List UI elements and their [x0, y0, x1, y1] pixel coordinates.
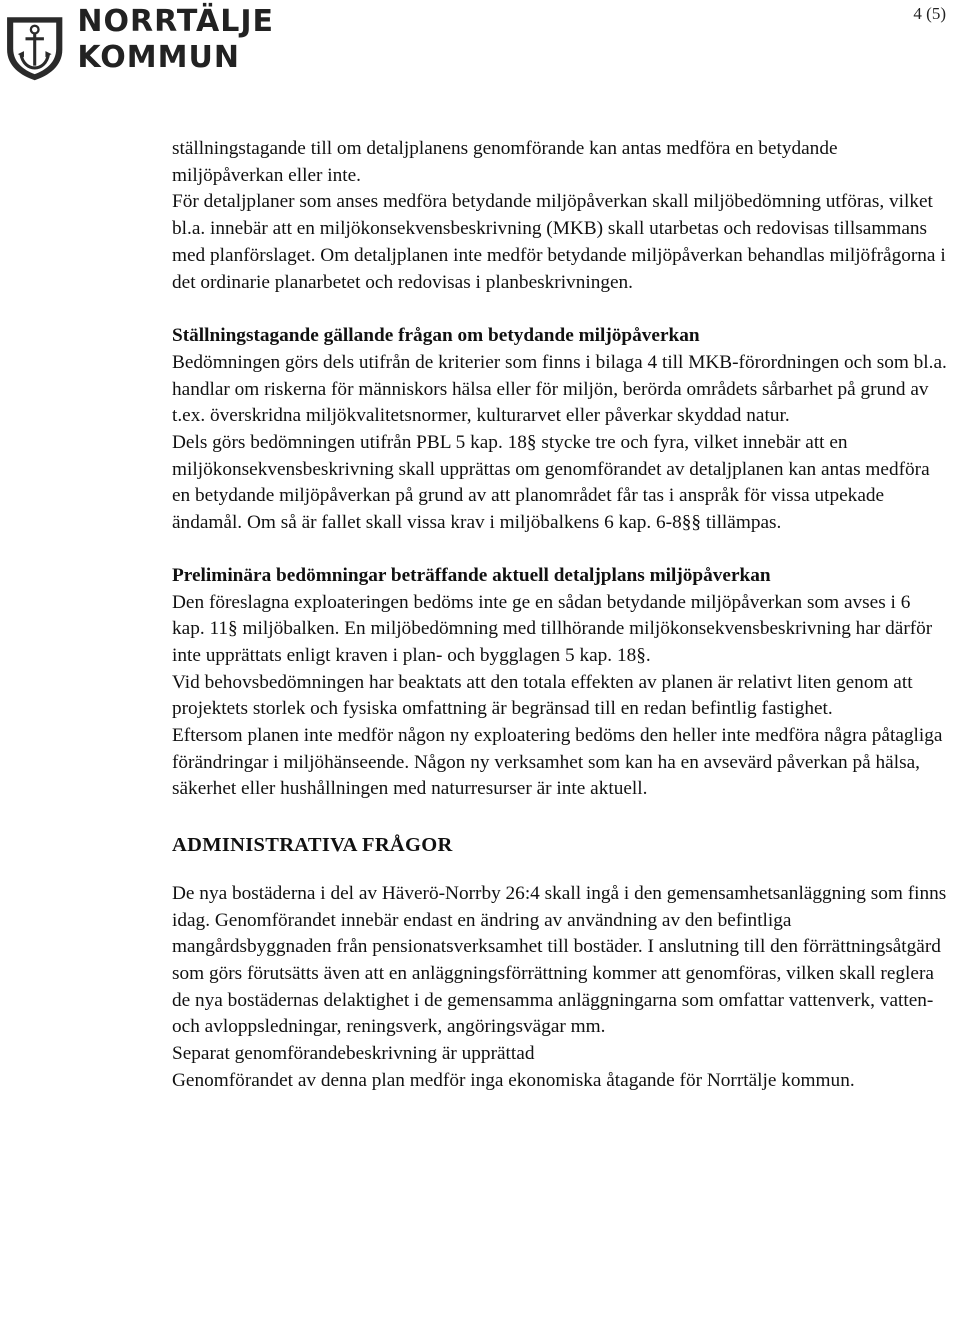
page-number: 4 (5): [913, 4, 946, 23]
logo-line-2: KOMMUN: [77, 40, 240, 75]
document-body: [172, 136, 947, 1095]
municipality-logo: [4, 4, 274, 92]
stallningstagande-paragraph-2: Dels görs bedömningen utifrån PBL 5 kap. 18§ stycke tre och fyra, vilket innebär att en miljökonsekvensbeskrivning skall upprättas om genomförandet av detaljplanen kan antas medföra en betydande miljöpåverkan på grund av att planområdet får tas i anspråk för vissa utpekade ändamål. Om så är fallet skall vissa krav i miljöbalkens 6 kap. 6-8§§ tillämpas.: [172, 432, 930, 534]
intro-paragraph-2: För detaljplaner som anses medföra betydande miljöpåverkan skall miljöbedömning utföras, vilket bl.a. innebär att en miljökonsekvensbeskrivning (MKB) skall utarbetas och redovisas tillsammans med planförslaget. Om detaljplanen inte medför betydande miljöpåverkan behandlas miljöfrågorna i det ordinarie planarbetet och redovisas i planbeskrivningen.: [172, 191, 946, 293]
intro-paragraph-1: ställningstagande till om detaljplanens genomförande kan antas medföra en betydande miljöpåverkan eller inte.: [172, 138, 838, 186]
stallningstagande-paragraph-1: Bedömningen görs dels utifrån de kriterier som finns i bilaga 4 till MKB-förordningen och som bl.a. handlar om riskerna för människors hälsa eller för miljön, berörda områdets sårbarhet på grund av t.ex. överskridna miljökvalitetsnormer, kulturarvet eller påverkar skyddad natur.: [172, 351, 947, 427]
administrativa-title: ADMINISTRATIVA FRÅGOR: [172, 834, 453, 857]
stallningstagande-heading: Ställningstagande gällande frågan om betydande miljöpåverkan: [172, 325, 700, 347]
logo-text: [77, 4, 274, 76]
administrativa-paragraph-1: De nya bostäderna i del av Häverö-Norrby 26:4 skall ingå i den gemensamhetsanläggning som finns idag. Genomförandet innebär endast en ändring av användning av den befintliga mangårdsbyggnaden från pensionatsverksamhet till bostäder. I anslutning till den förrättningsåtgärd som görs förutsätts även att en anläggningsförrättning kommer att genomföras, vilken skall reglera de nya bostädernas delaktighet i de gemensamma anläggningarna som omfattar vattenverk, vatten- och avloppsledningar, reningsverk, angöringsvägar mm.: [172, 882, 947, 1038]
preliminara-paragraph-2: Vid behovsbedömningen har beaktats att den totala effekten av planen är relativt liten genom att projektets storlek och fysiska omfattning är begränsad till en redan befintlig fastighet.: [172, 671, 913, 720]
preliminara-paragraph-3: Eftersom planen inte medför någon ny exploatering bedöms den heller inte medföra några påtagliga förändringar i miljöhänseende. Någon ny verksamhet som kan ha en avsevärd påverkan på hälsa, säkerhet eller hushållningen med naturresurser är inte aktuell.: [172, 725, 943, 800]
administrativa-paragraph-3: Genomförandet av denna plan medför inga ekonomiska åtagande för Norrtälje kommun.: [172, 1069, 855, 1091]
preliminara-heading: Preliminära bedömningar beträffande aktuell detaljplans miljöpåverkan: [172, 564, 771, 586]
preliminara-paragraph-1: Den föreslagna exploateringen bedöms inte ge en sådan betydande miljöpåverkan som avses i 6 kap. 11§ miljöbalken. En miljöbedömning med tillhörande miljökonsekvensbeskrivning har därför inte upprättats enligt kraven i plan- och bygglagen 5 kap. 18§.: [172, 591, 933, 666]
anchor-shield-icon: [4, 4, 65, 92]
administrativa-paragraph-2: Separat genomförandebeskrivning är upprättad: [172, 1043, 535, 1065]
logo-line-1: NORRTÄLJE: [77, 4, 274, 39]
